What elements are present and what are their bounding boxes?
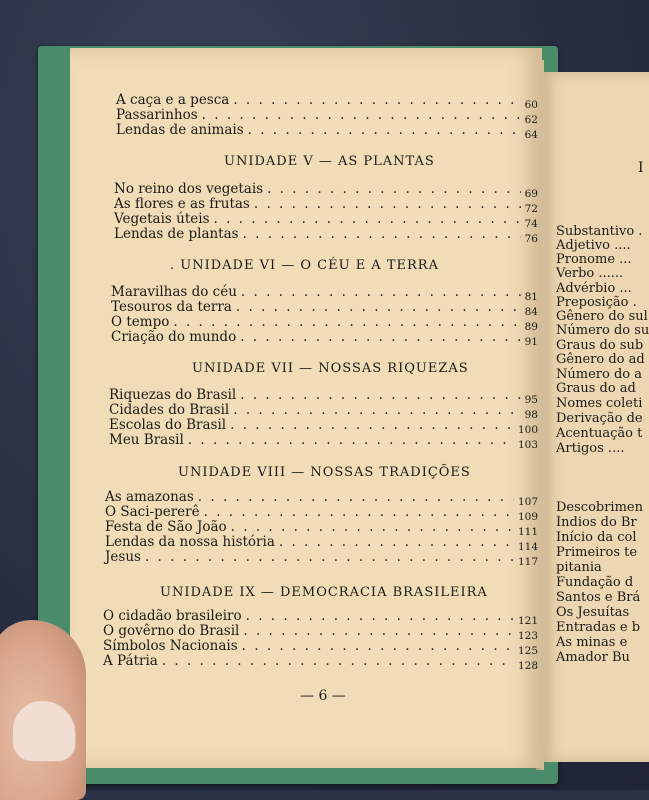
right-toc-entry: Graus do ad xyxy=(556,381,636,396)
toc-entry: Tesouros da terra . . . 84 xyxy=(111,299,538,315)
right-page-heading-fragment: I xyxy=(638,160,644,176)
toc-entry: O govêrno do Brasil . . . 123 xyxy=(103,623,538,639)
right-toc-entry: Pronome ... xyxy=(556,252,632,267)
right-toc-entry: Número do su xyxy=(556,323,649,338)
right-toc-entry: Graus do sub xyxy=(556,338,644,353)
toc-entry: As flores e as frutas . . . 72 xyxy=(114,196,538,212)
right-toc-entry: Gênero do ad xyxy=(556,352,645,367)
toc-entry: Jesus . . . 117 xyxy=(105,549,538,565)
right-toc-entry: Primeiros te xyxy=(556,545,638,560)
toc-entry: O cidadão brasileiro . . . 121 xyxy=(103,608,538,624)
toc-entry: Escolas do Brasil . . . 100 xyxy=(109,417,538,433)
right-toc-entry: Nomes coleti xyxy=(556,396,643,411)
toc-entry: Passarinhos . . . 62 xyxy=(116,107,538,123)
right-toc-entry: Acentuação t xyxy=(556,426,643,441)
right-toc-entry: As minas e xyxy=(556,635,628,650)
right-toc-entry: Santos e Brá xyxy=(556,590,641,605)
toc-entry: Cidades do Brasil . . . 98 xyxy=(109,402,538,418)
right-toc-entry: Artigos .... xyxy=(556,441,625,456)
toc-entry: Símbolos Nacionais . . . 125 xyxy=(103,638,538,654)
right-toc-entry: Amador Bu xyxy=(556,650,630,665)
toc-entry: O Saci-pererê . . . 109 xyxy=(105,504,538,520)
toc-entry: Vegetais úteis . . . 74 xyxy=(114,211,538,227)
toc-entry: Maravilhas do céu . . . 81 xyxy=(111,284,538,300)
right-toc-entry: Os Jesuítas xyxy=(556,605,630,620)
toc-entry: O tempo . . . 89 xyxy=(111,314,538,330)
toc-entry: No reino dos vegetais . . . 69 xyxy=(114,181,538,197)
toc-entry: Criação do mundo . . . 91 xyxy=(111,329,538,345)
right-toc-entry: Preposição . xyxy=(556,295,637,310)
right-toc-entry: Gênero do sul xyxy=(556,309,648,324)
right-toc-entry: Número do a xyxy=(556,367,642,382)
page-number: — 6 — xyxy=(300,688,346,704)
toc-entry: Festa de São João . . . 111 xyxy=(105,519,538,535)
unit-heading: UNIDADE VII — NOSSAS RIQUEZAS xyxy=(192,361,469,376)
toc-entry: As amazonas . . . 107 xyxy=(105,489,538,505)
unit-heading: . UNIDADE VI — O CÉU E A TERRA xyxy=(170,258,439,273)
toc-entry: Lendas de plantas . . . 76 xyxy=(114,226,538,242)
right-toc-entry: Substantivo . xyxy=(556,224,643,239)
toc-entry: Lendas de animais . . . 64 xyxy=(116,122,538,138)
toc-entry: A Pátria . . . 128 xyxy=(103,653,538,669)
right-toc-entry: Advérbio ... xyxy=(556,281,632,296)
right-toc-entry: pitania xyxy=(556,560,602,575)
toc-entry: Riquezas do Brasil . . . 95 xyxy=(109,387,538,403)
unit-heading: UNIDADE IX — DEMOCRACIA BRASILEIRA xyxy=(160,585,488,600)
unit-heading: UNIDADE V — AS PLANTAS xyxy=(224,154,435,169)
toc-entry: A caça e a pesca . . . 60 xyxy=(116,92,538,108)
right-toc-entry: Descobrimen xyxy=(556,500,643,515)
right-toc-entry: Fundação d xyxy=(556,575,634,590)
unit-heading: UNIDADE VIII — NOSSAS TRADIÇÕES xyxy=(178,465,471,480)
right-toc-entry: Início da col xyxy=(556,530,637,545)
right-toc-entry: Verbo ...... xyxy=(556,266,624,281)
toc-entry: Meu Brasil . . . 103 xyxy=(109,432,538,448)
right-toc-entry: Índios do Br xyxy=(556,515,637,530)
right-toc-entry: Derivação de xyxy=(556,411,643,426)
right-toc-entry: Adjetivo .... xyxy=(556,238,631,253)
right-toc-entry: Entradas e b xyxy=(556,620,641,635)
toc-entry: Lendas da nossa história . . . 114 xyxy=(105,534,538,550)
